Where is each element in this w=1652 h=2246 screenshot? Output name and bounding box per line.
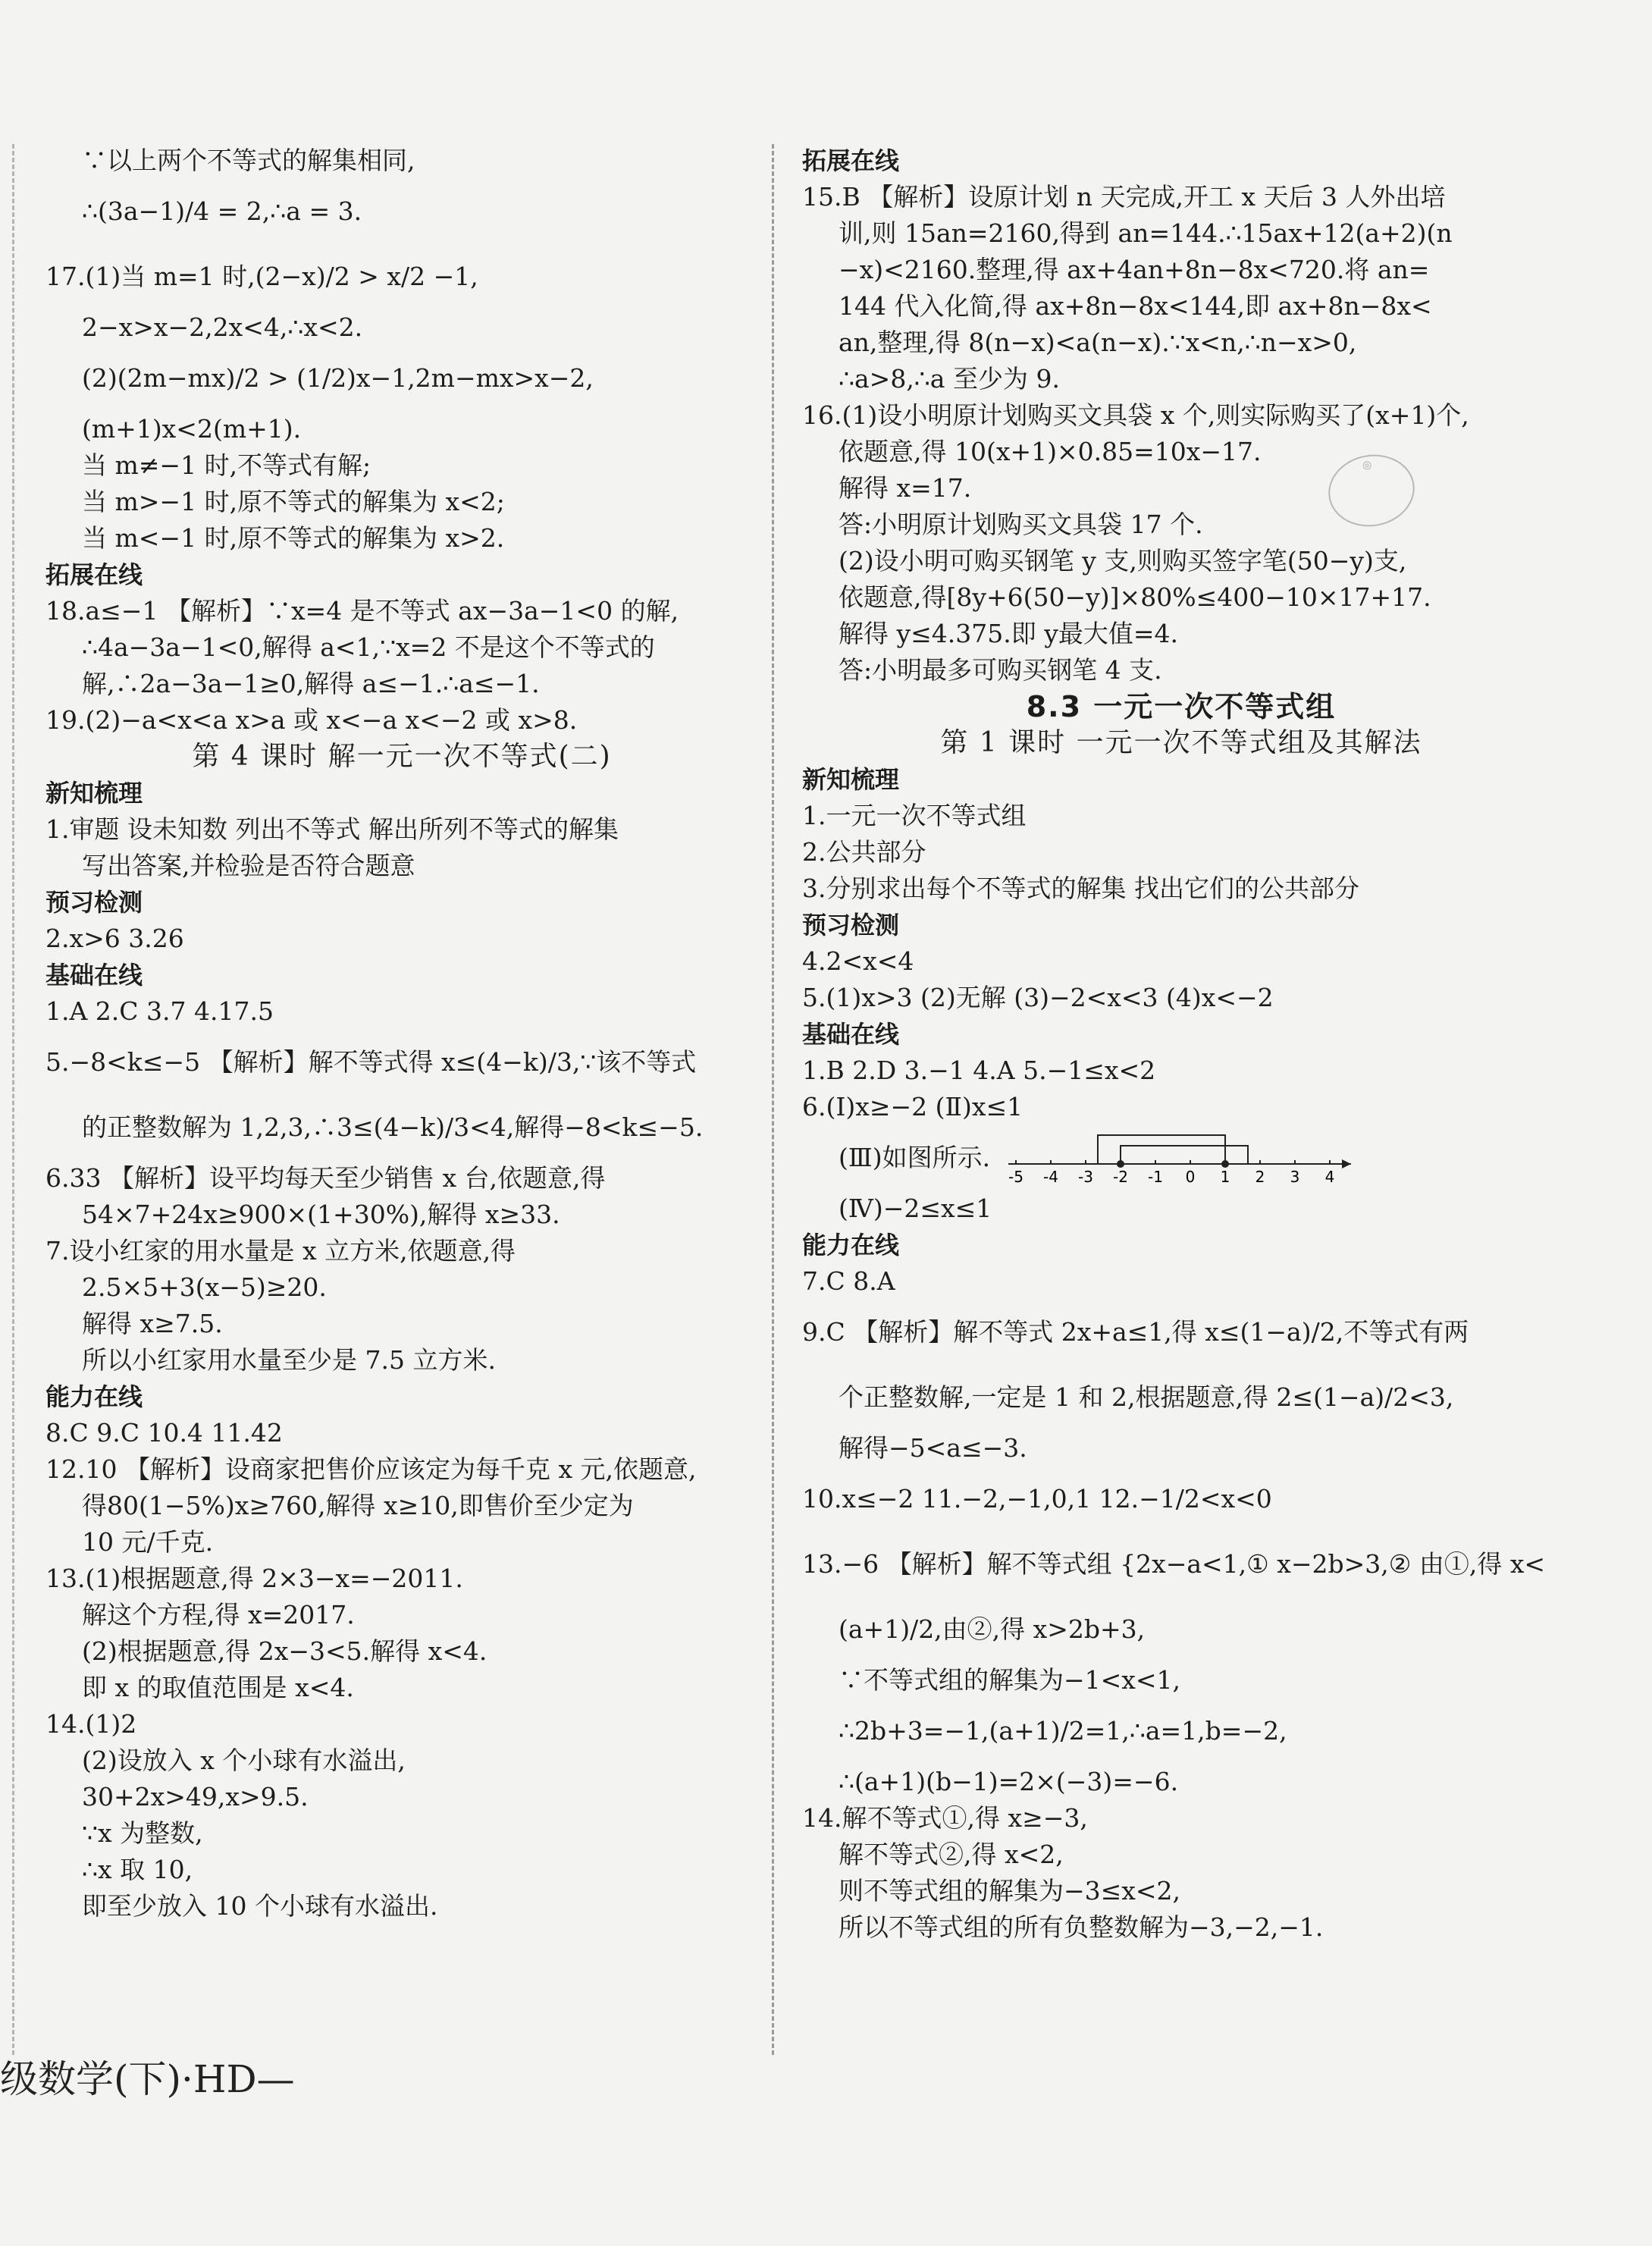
line-text: 8.C 9.C 10.4 11.42 [45,1418,283,1448]
section-heading [802,1227,1560,1263]
line-text: 即至少放入 10 个小球有水溢出. [82,1891,438,1921]
answer-line [45,1095,758,1160]
answer-line [45,1743,758,1779]
answer-line [802,1300,1560,1365]
answer-line [802,798,1560,834]
number-line [1005,1129,1354,1190]
line-text: 解得 x=17. [839,473,972,503]
line-text: 能力在线 [45,1382,143,1411]
answer-line [802,179,1560,215]
answer-line [45,1524,758,1561]
column-divider [772,144,774,2055]
line-text: 6.33 【解析】设平均每天至少销售 x 台,依题意,得 [45,1163,606,1193]
answer-line [45,1342,758,1379]
answer-line [802,1466,1560,1532]
answer-line [45,411,758,447]
line-text: 预习检测 [802,911,900,939]
line-text: ∴4a−3a−1<0,解得 a<1,∵x=2 不是这个不等式的 [82,632,655,662]
answer-line [802,1909,1560,1946]
answer-line [802,288,1560,325]
line-text: 1.审题 设未知数 列出不等式 解出所列不等式的解集 [45,814,619,844]
line-text: 15.B 【解析】设原计划 n 天完成,开工 x 天后 3 人外出培 [802,182,1446,212]
line-text: 8.3 一元一次不等式组 [1026,690,1337,723]
section-heading [802,143,1560,179]
line-text: −x)<2160.整理,得 ax+4an+8n−8x<720.将 an= [839,255,1430,284]
line-text: (2)根据题意,得 2x−3<5.解得 x<4. [82,1636,487,1666]
answer-line [802,616,1560,652]
answer-line [45,1852,758,1888]
line-text: 9.C 【解析】解不等式 2x+a≤1,得 x≤(1−a)/2,不等式有两 [802,1317,1469,1347]
answer-line [45,1197,758,1233]
line-text: 19.(2)−a<x<a x>a 或 x<−a x<−2 或 x>8. [45,705,578,735]
answer-line [802,1365,1560,1430]
left-column [45,143,758,1924]
line-text: 答:小明最多可购买钢笔 4 支. [839,655,1162,685]
line-text: an,整理,得 8(n−x)<a(n−x).∵x<n,∴n−x>0, [839,328,1357,357]
answer-line [802,1699,1560,1764]
answer-line [45,1706,758,1743]
line-text: 新知梳理 [45,779,143,808]
left-binding-line [12,144,14,2055]
line-text: 1.一元一次不等式组 [802,801,1027,830]
answer-line [45,1160,758,1197]
answer-line [45,244,758,309]
right-column [802,143,1560,1946]
line-text: ∵以上两个不等式的解集相同, [82,146,415,175]
answer-line [802,1662,1560,1699]
stamp-mark: ◎ [1323,448,1421,533]
answer-line [45,484,758,520]
answer-line [45,520,758,557]
number-line-tick-label: -4 [1043,1168,1059,1186]
lesson-title [802,689,1560,725]
line-text: 个正整数解,一定是 1 和 2,根据题意,得 2≤(1−a)/2<3, [839,1382,1454,1412]
line-text: 解,∴2a−3a−1≥0,解得 a≤−1.∴a≤−1. [82,669,540,698]
line-text: 当 m<−1 时,原不等式的解集为 x>2. [82,523,505,553]
answer-line [45,1415,758,1451]
line-text: 第 1 课时 一元一次不等式组及其解法 [940,727,1422,758]
answer-line [802,1873,1560,1909]
answer-line [45,1030,758,1095]
line-text: 解这个方程,得 x=2017. [82,1600,355,1630]
answer-line [45,1633,758,1670]
line-text: 写出答案,并检验是否符合题意 [82,851,415,880]
line-text: 训,则 15an=2160,得到 an=144.∴15ax+12(a+2)(n [839,218,1453,248]
answer-line [802,1430,1560,1466]
answer-line [802,1190,1560,1227]
answer-line [45,1488,758,1524]
line-text: ∴2b+3=−1,(a+1)/2=1,∴a=1,b=−2, [839,1716,1287,1746]
answer-line [45,1597,758,1633]
line-text: 17.(1)当 m=1 时,(2−x)/2 > x/2 −1, [45,262,478,291]
line-text: 解不等式②,得 x<2, [839,1840,1064,1869]
line-text: 10 元/千克. [82,1527,214,1557]
answer-line [802,1125,1560,1190]
number-line-tick-label: 3 [1290,1168,1300,1186]
section-heading [45,884,758,921]
answer-line [802,1089,1560,1125]
answer-line [802,434,1560,470]
answer-line [45,1670,758,1706]
line-text: (m+1)x<2(m+1). [82,414,302,444]
line-text: ∴(a+1)(b−1)=2×(−3)=−6. [839,1767,1179,1796]
section-heading [45,1379,758,1415]
answer-line [802,652,1560,689]
line-text: 2.x>6 3.26 [45,924,184,953]
line-text: ∴x 取 10, [82,1855,193,1884]
line-text: 拓展在线 [45,560,143,589]
line-text: 2.公共部分 [802,837,926,867]
line-text: 7.C 8.A [802,1266,895,1296]
line-text: 18.a≤−1 【解析】∵x=4 是不等式 ax−3a−1<0 的解, [45,596,679,626]
answer-line [802,1052,1560,1089]
line-text: (a+1)/2,由②,得 x>2b+3, [839,1614,1146,1644]
answer-line [802,361,1560,397]
line-text: 依题意,得 10(x+1)×0.85=10x−17. [839,437,1262,466]
line-text: 7.设小红家的用水量是 x 立方米,依题意,得 [45,1236,516,1266]
answer-line [45,179,758,244]
line-text: 144 代入化简,得 ax+8n−8x<144,即 ax+8n−8x< [839,291,1432,321]
line-text: 的正整数解为 1,2,3,∴3≤(4−k)/3<4,解得−8<k≤−5. [82,1112,704,1142]
line-text: 当 m≠−1 时,不等式有解; [82,450,371,480]
section-heading [45,957,758,993]
answer-line [45,629,758,666]
line-text: 答:小明原计划购买文具袋 17 个. [839,510,1203,539]
line-text: 10.x≤−2 11.−2,−1,0,1 12.−1/2<x<0 [802,1484,1272,1514]
line-text: (2)设小明可购买钢笔 y 支,则购买签字笔(50−y)支, [839,546,1407,576]
answer-line [802,1263,1560,1300]
line-text: 解得−5<a≤−3. [839,1433,1027,1463]
line-text: 13.(1)根据题意,得 2×3−x=−2011. [45,1564,463,1593]
line-text: 依题意,得[8y+6(50−y)]×80%≤400−10×17+17. [839,582,1431,612]
number-line-tick-label: -5 [1008,1168,1024,1186]
line-text: 得80(1−5%)x≥760,解得 x≥10,即售价至少定为 [82,1491,634,1520]
answer-line [802,397,1560,434]
answer-line [45,1779,758,1815]
line-text: 基础在线 [802,1020,900,1049]
answer-line [45,1815,758,1852]
line-text: ∴a>8,∴a 至少为 9. [839,364,1060,394]
line-text: 30+2x>49,x>9.5. [82,1782,309,1812]
answer-line [45,1233,758,1269]
answer-line [802,507,1560,543]
answer-line [802,870,1560,907]
line-text: ∴(3a−1)/4 = 2,∴a = 3. [82,196,362,226]
line-text: 拓展在线 [802,146,900,175]
line-text: (2)(2m−mx)/2 > (1/2)x−1,2m−mx>x−2, [82,363,594,393]
line-text: 当 m>−1 时,原不等式的解集为 x<2; [82,487,505,516]
answer-line [802,579,1560,616]
line-text: 12.10 【解析】设商家把售价应该定为每千克 x 元,依题意, [45,1454,697,1484]
line-text: 14.(1)2 [45,1709,137,1739]
line-text: (Ⅳ)−2≤x≤1 [839,1194,992,1223]
section-heading [45,775,758,811]
answer-line [45,1451,758,1488]
line-text: 54×7+24x≥900×(1+30%),解得 x≥33. [82,1200,560,1229]
line-text: 5.(1)x>3 (2)无解 (3)−2<x<3 (4)x<−2 [802,983,1274,1012]
answer-line [45,702,758,739]
line-text: 6.(Ⅰ)x≥−2 (Ⅱ)x≤1 [802,1092,1023,1121]
answer-line [45,993,758,1030]
answer-line [45,593,758,629]
number-line-arrow [1342,1159,1351,1168]
answer-line [802,943,1560,980]
answer-line [802,980,1560,1016]
line-text: 基础在线 [45,961,143,990]
line-text: 2.5×5+3(x−5)≥20. [82,1272,327,1302]
line-text: (Ⅲ)如图所示. [839,1143,991,1172]
line-text: 1.B 2.D 3.−1 4.A 5.−1≤x<2 [802,1056,1156,1085]
number-line-tick-label: 2 [1255,1168,1265,1186]
answer-line [802,215,1560,252]
line-text: 2−x>x−2,2x<4,∴x<2. [82,312,363,342]
section-heading [802,907,1560,943]
answer-line [45,346,758,411]
lesson-title [45,739,758,775]
line-text: (2)设放入 x 个小球有水溢出, [82,1746,406,1775]
line-text: 3.分别求出每个不等式的解集 找出它们的公共部分 [802,874,1359,903]
answer-line [802,543,1560,579]
answer-line [802,470,1560,507]
line-text: 1.A 2.C 3.7 4.17.5 [45,996,274,1026]
answer-line [802,1597,1560,1662]
number-line-tick-label: -2 [1113,1168,1129,1186]
answer-line [45,811,758,848]
line-text: 4.2<x<4 [802,946,914,976]
answer-line [45,1561,758,1597]
number-line-range-lower [1121,1146,1248,1164]
answer-line [45,143,758,179]
number-line-tick-label: 0 [1185,1168,1196,1186]
answer-line [802,1800,1560,1837]
answer-line [45,666,758,702]
answer-line [45,921,758,957]
line-text: 解得 x≥7.5. [82,1309,223,1338]
answer-line [45,309,758,346]
line-text: ∵不等式组的解集为−1<x<1, [839,1665,1181,1695]
number-line-figure [1005,1129,1354,1190]
number-line-endpoint [1221,1160,1229,1168]
answer-line [802,252,1560,288]
answer-line [45,1888,758,1924]
line-text: 第 4 课时 解一元一次不等式(二) [192,741,612,772]
section-heading [45,557,758,593]
number-line-tick-label: 1 [1220,1168,1230,1186]
number-line-tick-label: -3 [1078,1168,1094,1186]
line-text: 则不等式组的解集为−3≤x<2, [839,1876,1181,1906]
answer-line [802,834,1560,870]
line-text: 所以不等式组的所有负整数解为−3,−2,−1. [839,1912,1324,1942]
line-text: 14.解不等式①,得 x≥−3, [802,1803,1088,1833]
line-text: 16.(1)设小明原计划购买文具袋 x 个,则实际购买了(x+1)个, [802,400,1469,430]
answer-line [802,325,1560,361]
line-text: 13.−6 【解析】解不等式组 {2x−a<1,① x−2b>3,② 由①,得 x< [802,1549,1546,1579]
line-text: 新知梳理 [802,765,900,794]
answer-line [802,1837,1560,1873]
lesson-title [802,725,1560,761]
line-text: 能力在线 [802,1231,900,1259]
line-text: 即 x 的取值范围是 x<4. [82,1673,354,1702]
line-text: 5.−8<k≤−5 【解析】解不等式得 x≤(4−k)/3,∵该不等式 [45,1047,697,1077]
line-text: 解得 y≤4.375.即 y最大值=4. [839,619,1179,648]
answer-line [802,1764,1560,1800]
line-text: 所以小红家用水量至少是 7.5 立方米. [82,1345,496,1375]
section-heading [802,1016,1560,1052]
answer-line [802,1532,1560,1597]
answer-line [45,1306,758,1342]
number-line-tick-label: 4 [1324,1168,1335,1186]
number-line-range-upper [1098,1135,1225,1164]
page-footer: 级数学(下)·HD— [0,2057,295,2101]
line-text: 预习检测 [45,888,143,917]
number-line-endpoint [1117,1160,1124,1168]
answer-line [45,1269,758,1306]
number-line-tick-label: -1 [1148,1168,1164,1186]
line-text: ∵x 为整数, [82,1818,203,1848]
section-heading [802,761,1560,798]
answer-line [45,447,758,484]
answer-line [45,848,758,884]
